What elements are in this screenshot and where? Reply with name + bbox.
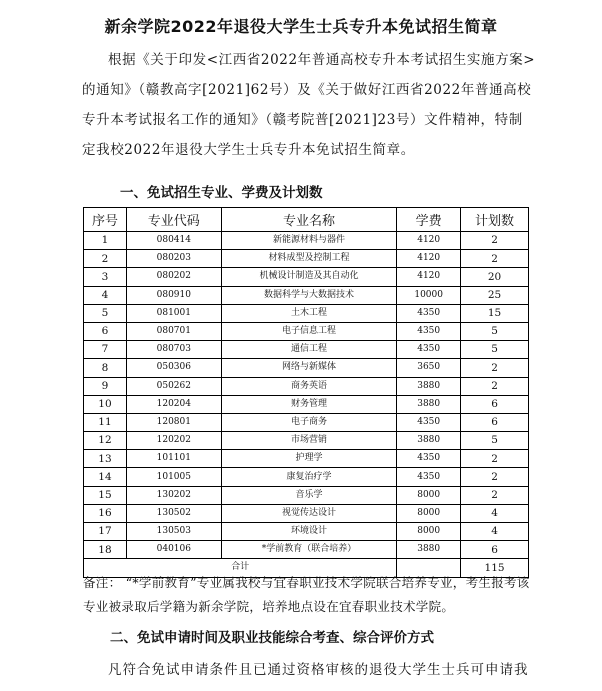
cell-major: 材料成型及控制工程 xyxy=(221,250,397,268)
cell-major: 市场营销 xyxy=(221,432,397,450)
cell-major: *学前教育（联合培养） xyxy=(221,541,397,559)
table-row xyxy=(84,486,529,504)
cell-tuition: 4120 xyxy=(397,250,461,268)
cell-tuition: 3880 xyxy=(397,432,461,450)
cell-index: 11 xyxy=(84,413,127,431)
cell-index: 4 xyxy=(84,286,127,304)
cell-quota: 6 xyxy=(461,541,529,559)
cell-code: 120204 xyxy=(126,395,221,413)
table-row xyxy=(84,359,529,377)
cell-major: 电子商务 xyxy=(221,413,397,431)
intro-paragraph xyxy=(82,45,536,165)
cell-code: 130502 xyxy=(126,504,221,522)
cell-major: 商务英语 xyxy=(221,377,397,395)
table-row xyxy=(84,250,529,268)
table-row xyxy=(84,504,529,522)
cell-major: 视觉传达设计 xyxy=(221,504,397,522)
note-line: 专业被录取后学籍为新余学院，培养地点设在宜春职业技术学院。 xyxy=(83,599,455,614)
cell-tuition: 4350 xyxy=(397,304,461,322)
cell-quota: 4 xyxy=(461,504,529,522)
cell-tuition: 3650 xyxy=(397,359,461,377)
cell-code: 080203 xyxy=(126,250,221,268)
cell-code: 080701 xyxy=(126,322,221,340)
section-2-heading: 二、免试申请时间及职业技能综合考查、综合评价方式 xyxy=(110,630,434,646)
cell-index: 17 xyxy=(84,523,127,541)
cell-code: 040106 xyxy=(126,541,221,559)
cell-quota: 2 xyxy=(461,232,529,250)
table-row xyxy=(84,413,529,431)
cell-quota: 6 xyxy=(461,413,529,431)
table-row xyxy=(84,377,529,395)
cell-quota: 2 xyxy=(461,250,529,268)
cell-quota: 5 xyxy=(461,341,529,359)
table-row xyxy=(84,322,529,340)
cell-quota: 2 xyxy=(461,377,529,395)
cell-code: 080910 xyxy=(126,286,221,304)
page-title: 新余学院2022年退役大学生士兵专升本免试招生简章 xyxy=(104,17,498,36)
cell-code: 101101 xyxy=(126,450,221,468)
cell-tuition: 8000 xyxy=(397,504,461,522)
cell-tuition: 4120 xyxy=(397,232,461,250)
table-row xyxy=(84,304,529,322)
header-major: 专业名称 xyxy=(221,208,397,232)
cell-index: 7 xyxy=(84,341,127,359)
cell-tuition: 10000 xyxy=(397,286,461,304)
cell-index: 3 xyxy=(84,268,127,286)
note xyxy=(83,571,533,619)
cell-major: 土木工程 xyxy=(221,304,397,322)
cell-major: 音乐学 xyxy=(221,486,397,504)
cell-code: 080703 xyxy=(126,341,221,359)
cell-major: 通信工程 xyxy=(221,341,397,359)
cell-index: 18 xyxy=(84,541,127,559)
cell-quota: 2 xyxy=(461,359,529,377)
table-row xyxy=(84,450,529,468)
header-tuition: 学费 xyxy=(397,208,461,232)
table-row xyxy=(84,523,529,541)
total-label: 合计 xyxy=(84,559,397,577)
note-line: 备注： “*学前教育”专业属我校与宜春职业技术学院联合培养专业，考生报考该 xyxy=(83,575,530,590)
cell-index: 12 xyxy=(84,432,127,450)
cell-major: 电子信息工程 xyxy=(221,322,397,340)
cell-index: 5 xyxy=(84,304,127,322)
cell-quota: 5 xyxy=(461,432,529,450)
cell-tuition: 4350 xyxy=(397,413,461,431)
cell-code: 080414 xyxy=(126,232,221,250)
cell-tuition: 4350 xyxy=(397,322,461,340)
cell-index: 2 xyxy=(84,250,127,268)
cell-tuition: 8000 xyxy=(397,523,461,541)
cell-code: 120801 xyxy=(126,413,221,431)
table-row xyxy=(84,395,529,413)
cell-index: 9 xyxy=(84,377,127,395)
cell-major: 新能源材料与器件 xyxy=(221,232,397,250)
cell-major: 环境设计 xyxy=(221,523,397,541)
cell-major: 护理学 xyxy=(221,450,397,468)
section-1-heading: 一、免试招生专业、学费及计划数 xyxy=(120,185,323,201)
cell-code: 080202 xyxy=(126,268,221,286)
cell-tuition: 3880 xyxy=(397,377,461,395)
cell-tuition: 4350 xyxy=(397,468,461,486)
cell-major: 财务管理 xyxy=(221,395,397,413)
cell-index: 15 xyxy=(84,486,127,504)
cell-index: 8 xyxy=(84,359,127,377)
cell-major: 康复治疗学 xyxy=(221,468,397,486)
cell-code: 120202 xyxy=(126,432,221,450)
header-index: 序号 xyxy=(84,208,127,232)
cell-quota: 2 xyxy=(461,468,529,486)
cell-tuition: 3880 xyxy=(397,541,461,559)
header-code: 专业代码 xyxy=(126,208,221,232)
intro-line: 根据《关于印发<江西省2022年普通高校专升本考试招生实施方案> xyxy=(108,52,536,68)
cell-quota: 2 xyxy=(461,450,529,468)
cell-code: 101005 xyxy=(126,468,221,486)
cell-quota: 25 xyxy=(461,286,529,304)
table-row xyxy=(84,468,529,486)
cell-quota: 2 xyxy=(461,486,529,504)
cell-quota: 4 xyxy=(461,523,529,541)
cell-tuition: 4350 xyxy=(397,450,461,468)
cell-code: 050306 xyxy=(126,359,221,377)
intro-line: 的通知》（赣教高字[2021]62号）及《关于做好江西省2022年普通高校 xyxy=(82,82,532,98)
cell-index: 16 xyxy=(84,504,127,522)
cell-tuition: 4350 xyxy=(397,341,461,359)
cell-quota: 6 xyxy=(461,395,529,413)
cell-tuition: 8000 xyxy=(397,486,461,504)
table-row xyxy=(84,541,529,559)
cell-index: 14 xyxy=(84,468,127,486)
intro-line: 定我校2022年退役大学生士兵专升本免试招生简章。 xyxy=(82,142,415,158)
cell-code: 050262 xyxy=(126,377,221,395)
enrollment-plan-table xyxy=(83,207,529,578)
table-row xyxy=(84,232,529,250)
cell-index: 6 xyxy=(84,322,127,340)
cell-index: 13 xyxy=(84,450,127,468)
cell-code: 081001 xyxy=(126,304,221,322)
cell-major: 数据科学与大数据技术 xyxy=(221,286,397,304)
intro-line: 专升本考试报名工作的通知》（赣考院普[2021]23号）文件精神，特制 xyxy=(82,112,523,128)
cell-index: 10 xyxy=(84,395,127,413)
table-row xyxy=(84,286,529,304)
cell-code: 130202 xyxy=(126,486,221,504)
table-header-row xyxy=(84,208,529,232)
table-row xyxy=(84,268,529,286)
table-row xyxy=(84,341,529,359)
cell-quota: 5 xyxy=(461,322,529,340)
cell-tuition: 3880 xyxy=(397,395,461,413)
header-quota: 计划数 xyxy=(461,208,529,232)
table-row xyxy=(84,432,529,450)
cell-quota: 20 xyxy=(461,268,529,286)
body-text-line: 凡符合免试申请条件且已通过资格审核的退役大学生士兵可申请我 xyxy=(108,662,529,678)
cell-quota: 15 xyxy=(461,304,529,322)
cell-major: 网络与新媒体 xyxy=(221,359,397,377)
cell-tuition: 4120 xyxy=(397,268,461,286)
cell-index: 1 xyxy=(84,232,127,250)
total-value: 115 xyxy=(461,559,529,577)
cell-code: 130503 xyxy=(126,523,221,541)
cell-major: 机械设计制造及其自动化 xyxy=(221,268,397,286)
